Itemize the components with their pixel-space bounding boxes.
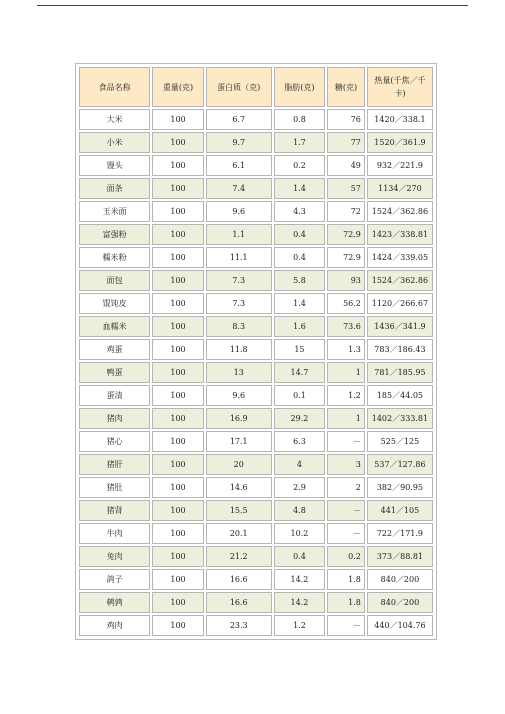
cell-sugar: 56.2 bbox=[327, 293, 365, 314]
cell-fat: 14.7 bbox=[274, 362, 325, 383]
cell-protein: 15.5 bbox=[206, 500, 272, 521]
table-header-row bbox=[79, 67, 433, 107]
table-row bbox=[79, 109, 433, 130]
cell-fat: 6.3 bbox=[274, 431, 325, 452]
cell-protein: 7.3 bbox=[206, 293, 272, 314]
cell-fat: 1.6 bbox=[274, 316, 325, 337]
cell-sugar: 1.8 bbox=[327, 569, 365, 590]
cell-sugar: 73.6 bbox=[327, 316, 365, 337]
cell-sugar: 0.2 bbox=[327, 546, 365, 567]
cell-weight: 100 bbox=[152, 500, 203, 521]
cell-fat: 4 bbox=[274, 454, 325, 475]
table-row bbox=[79, 523, 433, 544]
cell-protein: 21.2 bbox=[206, 546, 272, 567]
table-row bbox=[79, 293, 433, 314]
cell-fat: 29.2 bbox=[274, 408, 325, 429]
cell-fat: 4.3 bbox=[274, 201, 325, 222]
cell-sugar: － bbox=[327, 431, 365, 452]
top-rule bbox=[37, 5, 468, 6]
cell-food-name: 小米 bbox=[79, 132, 150, 153]
cell-food-name: 面包 bbox=[79, 270, 150, 291]
cell-sugar: 2 bbox=[327, 477, 365, 498]
cell-food-name: 糯米粉 bbox=[79, 247, 150, 268]
cell-food-name: 鹌鹑 bbox=[79, 592, 150, 613]
cell-weight: 100 bbox=[152, 109, 203, 130]
cell-weight: 100 bbox=[152, 224, 203, 245]
cell-sugar: 49 bbox=[327, 155, 365, 176]
table-row bbox=[79, 339, 433, 360]
cell-sugar: 1 bbox=[327, 362, 365, 383]
cell-food-name: 面条 bbox=[79, 178, 150, 199]
cell-food-name: 猪肝 bbox=[79, 454, 150, 475]
table-row bbox=[79, 569, 433, 590]
cell-sugar: 1.2 bbox=[327, 385, 365, 406]
cell-protein: 20.1 bbox=[206, 523, 272, 544]
table-row bbox=[79, 178, 433, 199]
cell-weight: 100 bbox=[152, 270, 203, 291]
cell-weight: 100 bbox=[152, 132, 203, 153]
cell-food-name: 血糯米 bbox=[79, 316, 150, 337]
cell-protein: 6.7 bbox=[206, 109, 272, 130]
cell-weight: 100 bbox=[152, 316, 203, 337]
cell-food-name: 兔肉 bbox=[79, 546, 150, 567]
cell-sugar: － bbox=[327, 500, 365, 521]
cell-protein: 20 bbox=[206, 454, 272, 475]
cell-sugar: 77 bbox=[327, 132, 365, 153]
cell-energy: 783／186.43 bbox=[367, 339, 433, 360]
cell-energy: 1424／339.05 bbox=[367, 247, 433, 268]
table-row bbox=[79, 155, 433, 176]
cell-fat: 1.4 bbox=[274, 293, 325, 314]
cell-sugar: 72 bbox=[327, 201, 365, 222]
cell-energy: 1402／333.81 bbox=[367, 408, 433, 429]
cell-protein: 1.1 bbox=[206, 224, 272, 245]
cell-food-name: 猪心 bbox=[79, 431, 150, 452]
cell-weight: 100 bbox=[152, 592, 203, 613]
cell-weight: 100 bbox=[152, 408, 203, 429]
cell-sugar: － bbox=[327, 615, 365, 636]
cell-energy: 441／105 bbox=[367, 500, 433, 521]
cell-energy: 537／127.86 bbox=[367, 454, 433, 475]
cell-protein: 7.4 bbox=[206, 178, 272, 199]
cell-protein: 23.3 bbox=[206, 615, 272, 636]
cell-weight: 100 bbox=[152, 362, 203, 383]
cell-weight: 100 bbox=[152, 293, 203, 314]
cell-energy: 1120／266.67 bbox=[367, 293, 433, 314]
cell-protein: 11.8 bbox=[206, 339, 272, 360]
cell-protein: 14.6 bbox=[206, 477, 272, 498]
table-row bbox=[79, 132, 433, 153]
cell-energy: 525／125 bbox=[367, 431, 433, 452]
cell-protein: 9.6 bbox=[206, 385, 272, 406]
cell-sugar: 1.3 bbox=[327, 339, 365, 360]
cell-fat: 14.2 bbox=[274, 592, 325, 613]
cell-protein: 16.9 bbox=[206, 408, 272, 429]
header-energy: 热量(千焦／千卡) bbox=[367, 67, 433, 107]
cell-energy: 1524／362.86 bbox=[367, 201, 433, 222]
cell-weight: 100 bbox=[152, 615, 203, 636]
cell-fat: 0.2 bbox=[274, 155, 325, 176]
cell-energy: 722／171.9 bbox=[367, 523, 433, 544]
cell-fat: 10.2 bbox=[274, 523, 325, 544]
header-fat: 脂肪(克) bbox=[274, 67, 325, 107]
cell-sugar: 76 bbox=[327, 109, 365, 130]
table-row bbox=[79, 454, 433, 475]
cell-energy: 781／185.95 bbox=[367, 362, 433, 383]
cell-fat: 1.2 bbox=[274, 615, 325, 636]
cell-sugar: 1 bbox=[327, 408, 365, 429]
cell-food-name: 大米 bbox=[79, 109, 150, 130]
cell-energy: 1524／362.86 bbox=[367, 270, 433, 291]
nutrition-table-frame bbox=[75, 63, 437, 640]
cell-food-name: 蛋清 bbox=[79, 385, 150, 406]
cell-protein: 9.6 bbox=[206, 201, 272, 222]
table-row bbox=[79, 546, 433, 567]
cell-protein: 13 bbox=[206, 362, 272, 383]
table-body bbox=[79, 67, 433, 636]
cell-fat: 0.4 bbox=[274, 247, 325, 268]
cell-weight: 100 bbox=[152, 477, 203, 498]
cell-energy: 932／221.9 bbox=[367, 155, 433, 176]
cell-protein: 16.6 bbox=[206, 569, 272, 590]
cell-energy: 440／104.76 bbox=[367, 615, 433, 636]
cell-food-name: 鸽子 bbox=[79, 569, 150, 590]
cell-protein: 17.1 bbox=[206, 431, 272, 452]
table-row bbox=[79, 500, 433, 521]
cell-food-name: 猪肉 bbox=[79, 408, 150, 429]
cell-energy: 382／90.95 bbox=[367, 477, 433, 498]
cell-energy: 840／200 bbox=[367, 592, 433, 613]
cell-protein: 9.7 bbox=[206, 132, 272, 153]
cell-food-name: 馒头 bbox=[79, 155, 150, 176]
cell-sugar: － bbox=[327, 523, 365, 544]
cell-fat: 2.9 bbox=[274, 477, 325, 498]
cell-fat: 0.4 bbox=[274, 224, 325, 245]
cell-food-name: 玉米面 bbox=[79, 201, 150, 222]
cell-protein: 8.3 bbox=[206, 316, 272, 337]
cell-protein: 6.1 bbox=[206, 155, 272, 176]
cell-weight: 100 bbox=[152, 546, 203, 567]
cell-weight: 100 bbox=[152, 178, 203, 199]
cell-food-name: 猪肾 bbox=[79, 500, 150, 521]
cell-energy: 1520／361.9 bbox=[367, 132, 433, 153]
cell-food-name: 鸭蛋 bbox=[79, 362, 150, 383]
cell-energy: 373／88.81 bbox=[367, 546, 433, 567]
cell-fat: 15 bbox=[274, 339, 325, 360]
table-row bbox=[79, 362, 433, 383]
cell-food-name: 牛肉 bbox=[79, 523, 150, 544]
table-row bbox=[79, 224, 433, 245]
cell-fat: 0.8 bbox=[274, 109, 325, 130]
cell-sugar: 72.9 bbox=[327, 247, 365, 268]
cell-fat: 1.7 bbox=[274, 132, 325, 153]
table-row bbox=[79, 408, 433, 429]
table-row bbox=[79, 247, 433, 268]
cell-sugar: 93 bbox=[327, 270, 365, 291]
cell-weight: 100 bbox=[152, 454, 203, 475]
cell-fat: 0.4 bbox=[274, 546, 325, 567]
nutrition-table bbox=[77, 65, 435, 638]
table-row bbox=[79, 316, 433, 337]
header-weight: 重量(克) bbox=[152, 67, 203, 107]
table-row bbox=[79, 592, 433, 613]
header-sugar: 糖(克) bbox=[327, 67, 365, 107]
table-row bbox=[79, 615, 433, 636]
cell-weight: 100 bbox=[152, 339, 203, 360]
cell-protein: 7.3 bbox=[206, 270, 272, 291]
cell-sugar: 72.9 bbox=[327, 224, 365, 245]
header-protein: 蛋白质（克) bbox=[206, 67, 272, 107]
cell-energy: 185／44.05 bbox=[367, 385, 433, 406]
cell-sugar: 3 bbox=[327, 454, 365, 475]
cell-weight: 100 bbox=[152, 201, 203, 222]
cell-fat: 4.8 bbox=[274, 500, 325, 521]
cell-sugar: 1.8 bbox=[327, 592, 365, 613]
cell-energy: 1423／338.81 bbox=[367, 224, 433, 245]
cell-weight: 100 bbox=[152, 247, 203, 268]
header-food-name: 食品名称 bbox=[79, 67, 150, 107]
table-row bbox=[79, 270, 433, 291]
cell-fat: 0.1 bbox=[274, 385, 325, 406]
cell-sugar: 57 bbox=[327, 178, 365, 199]
cell-fat: 1.4 bbox=[274, 178, 325, 199]
cell-weight: 100 bbox=[152, 385, 203, 406]
cell-fat: 14.2 bbox=[274, 569, 325, 590]
cell-weight: 100 bbox=[152, 431, 203, 452]
cell-weight: 100 bbox=[152, 569, 203, 590]
cell-fat: 5.8 bbox=[274, 270, 325, 291]
cell-food-name: 猪肚 bbox=[79, 477, 150, 498]
cell-energy: 1420／338.1 bbox=[367, 109, 433, 130]
cell-energy: 1134／270 bbox=[367, 178, 433, 199]
table-row bbox=[79, 385, 433, 406]
cell-energy: 1436／341.9 bbox=[367, 316, 433, 337]
table-row bbox=[79, 201, 433, 222]
cell-weight: 100 bbox=[152, 523, 203, 544]
cell-protein: 11.1 bbox=[206, 247, 272, 268]
cell-food-name: 富强粉 bbox=[79, 224, 150, 245]
cell-food-name: 馄饨皮 bbox=[79, 293, 150, 314]
cell-food-name: 鸡肉 bbox=[79, 615, 150, 636]
cell-weight: 100 bbox=[152, 155, 203, 176]
cell-energy: 840／200 bbox=[367, 569, 433, 590]
table-row bbox=[79, 431, 433, 452]
cell-food-name: 鸡蛋 bbox=[79, 339, 150, 360]
cell-protein: 16.6 bbox=[206, 592, 272, 613]
table-row bbox=[79, 477, 433, 498]
